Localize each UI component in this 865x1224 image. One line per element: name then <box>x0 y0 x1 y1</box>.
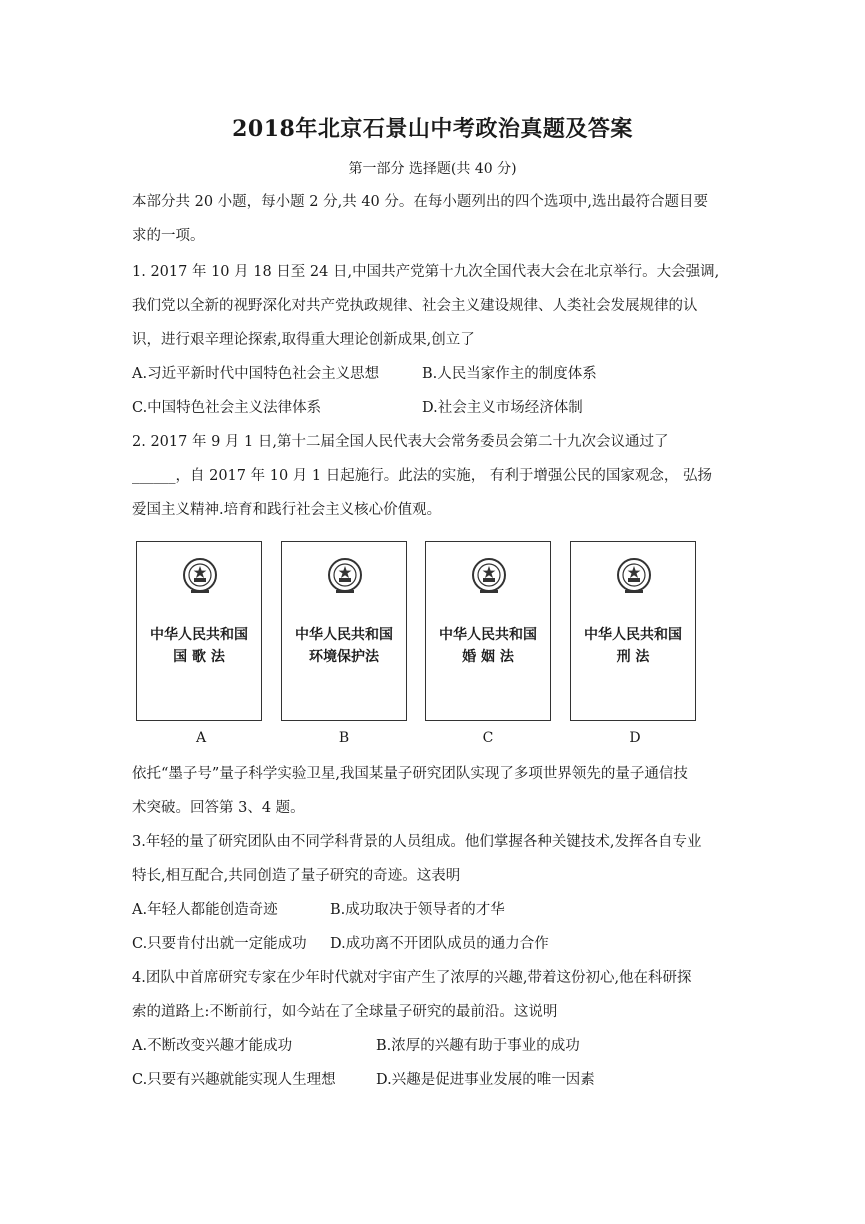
book-title-line1: 中华人民共和国 <box>150 627 248 643</box>
book-cover-a <box>136 541 262 721</box>
section-subtitle: 第一部分 选择题(共 40 分) <box>348 161 517 177</box>
book-label-b: B <box>338 730 350 746</box>
q3-option-a: A.年轻人都能创造奇迹 <box>132 902 278 918</box>
q3-option-d: D.成功离不开团队成员的通力合作 <box>330 936 549 952</box>
q2-stem-line: 2. 2017 年 9 月 1 日,第十二届全国人民代表大会常务委员会第二十九次会议通过了 <box>132 434 669 450</box>
q1-option-d: D.社会主义市场经济体制 <box>422 400 583 416</box>
q1-stem-line: 识，进行艰辛理论探索,取得重大理论创新成果,创立了 <box>132 332 475 348</box>
book-title-line2: 婚 姻 法 <box>462 649 514 665</box>
q1-stem-line: 1. 2017 年 10 月 18 日至 24 日,中国共产党第十九次全国代表大会在北京举行。大会强调, <box>132 264 720 280</box>
book-title-line2: 国 歌 法 <box>173 649 225 665</box>
q1-option-a: A.习近平新时代中国特色社会主义思想 <box>132 366 380 382</box>
q1-option-b: B.人民当家作主的制度体系 <box>422 366 597 382</box>
book-title-line1: 中华人民共和国 <box>439 627 537 643</box>
book-title-line2: 环境保护法 <box>309 649 379 665</box>
book-cover-c <box>425 541 551 721</box>
context-line: 术突破。回答第 3、4 题。 <box>132 800 305 816</box>
q1-option-c: C.中国特色社会主义法律体系 <box>132 400 322 416</box>
q3-option-c: C.只要肯付出就一定能成功 <box>132 936 307 952</box>
book-cover-b <box>281 541 407 721</box>
intro-line: 本部分共 20 小题，每小题 2 分,共 40 分。在每小题列出的四个选项中,选出最符合题目要 <box>132 194 708 210</box>
q4-stem-line: 索的道路上:不断前行，如今站在了全球量子研究的最前沿。这说明 <box>132 1004 558 1020</box>
page-title: 2018年北京石景山中考政治真题及答案 <box>232 116 633 142</box>
book-title-line2: 刑 法 <box>616 649 650 665</box>
book-label-a: A <box>195 730 207 746</box>
q4-stem-line: 4.团队中首席研究专家在少年时代就对宇宙产生了浓厚的兴趣,带着这份初心,他在科研探 <box>132 970 692 986</box>
q4-option-c: C.只要有兴趣就能实现人生理想 <box>132 1072 336 1088</box>
book-title-line1: 中华人民共和国 <box>295 627 393 643</box>
national-emblem-icon <box>614 556 654 596</box>
national-emblem-icon <box>180 556 220 596</box>
q1-stem-line: 我们党以全新的视野深化对共产党执政规律、社会主义建设规律、人类社会发展规律的认 <box>132 298 698 314</box>
q2-stem-line: 爱国主义精神.培育和践行社会主义核心价值观。 <box>132 502 442 518</box>
book-label-d: D <box>629 730 641 746</box>
q4-option-d: D.兴趣是促进事业发展的唯一因素 <box>376 1072 595 1088</box>
context-line: 依托“墨子号”量子科学实验卫星,我国某量子研究团队实现了多项世界领先的量子通信技 <box>132 766 688 782</box>
book-cover-d <box>570 541 696 721</box>
q2-stem-line: ______，自 2017 年 10 月 1 日起施行。此法的实施， 有利于增强公民的国家观念， 弘扬 <box>132 468 712 484</box>
q4-option-b: B.浓厚的兴趣有助于事业的成功 <box>376 1038 580 1054</box>
q3-option-b: B.成功取决于领导者的才华 <box>330 902 505 918</box>
q3-stem-line: 特长,相互配合,共同创造了量子研究的奇迹。这表明 <box>132 868 461 884</box>
book-label-c: C <box>482 730 494 746</box>
national-emblem-icon <box>325 556 365 596</box>
q4-option-a: A.不断改变兴趣才能成功 <box>132 1038 293 1054</box>
intro-line: 求的一项。 <box>132 228 205 244</box>
national-emblem-icon <box>469 556 509 596</box>
q3-stem-line: 3.年轻的量了研究团队由不同学科背景的人员组成。他们掌握各种关键技术,发挥各自专业 <box>132 834 702 850</box>
book-title-line1: 中华人民共和国 <box>584 627 682 643</box>
